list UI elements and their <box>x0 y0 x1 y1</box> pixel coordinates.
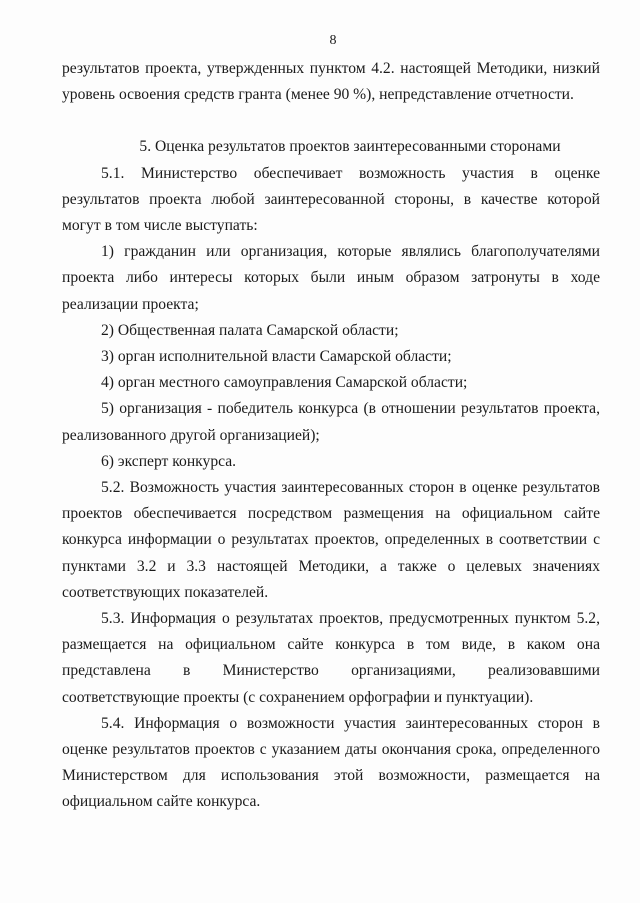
section-heading: 5. Оценка результатов проектов заинтересованными сторонами <box>139 138 561 156</box>
page-number: 8 <box>329 33 337 48</box>
document-body <box>62 56 600 816</box>
paragraph-5-1: 5.1. Министерство обеспечивает возможность участия в оценке результатов проекта любой заинтересованной стороны, в качестве которой могут в том числе выступать: <box>62 164 600 235</box>
list-item-3: 3) орган исполнительной власти Самарской области; <box>101 348 452 366</box>
list-item-4: 4) орган местного самоуправления Самарской области; <box>101 374 468 392</box>
paragraph-5-3: 5.3. Информация о результатах проектов, предусмотренных пунктом 5.2, размещается на официальном сайте конкурса в том виде, в каком она представлена в Министерство организациями, реализовавшими соответствующие проекты (с сохранением орфографии и пунктуации). <box>62 610 600 706</box>
list-item-2: 2) Общественная палата Самарской области; <box>101 321 399 339</box>
intro-paragraph: результатов проекта, утвержденных пунктом 4.2. настоящей Методики, низкий уровень освоения средств гранта (менее 90 %), непредставление отчетности. <box>62 60 600 104</box>
paragraph-5-4: 5.4. Информация о возможности участия заинтересованных сторон в оценке результатов проектов с указанием даты окончания срока, определенного Министерством для использования этой возможности, размещается на официальном сайте конкурса. <box>62 714 600 811</box>
paragraph-5-2: 5.2. Возможность участия заинтересованных сторон в оценке результатов проектов обеспечивается посредством размещения на официальном сайте конкурса информации о результатах проектов, определенных в соответствии с пунктами 3.2 и 3.3 настоящей Методики, а также о целевых значениях соответствующих показателей. <box>62 479 600 601</box>
list-item-5: 5) организация - победитель конкурса (в отношении результатов проекта, реализованного другой организацией); <box>62 400 600 444</box>
list-item-6: 6) эксперт конкурса. <box>101 452 237 470</box>
list-item-1: 1) гражданин или организация, которые являлись благополучателями проекта либо интересы которых были иным образом затронуты в ходе реализации проекта; <box>62 243 600 313</box>
